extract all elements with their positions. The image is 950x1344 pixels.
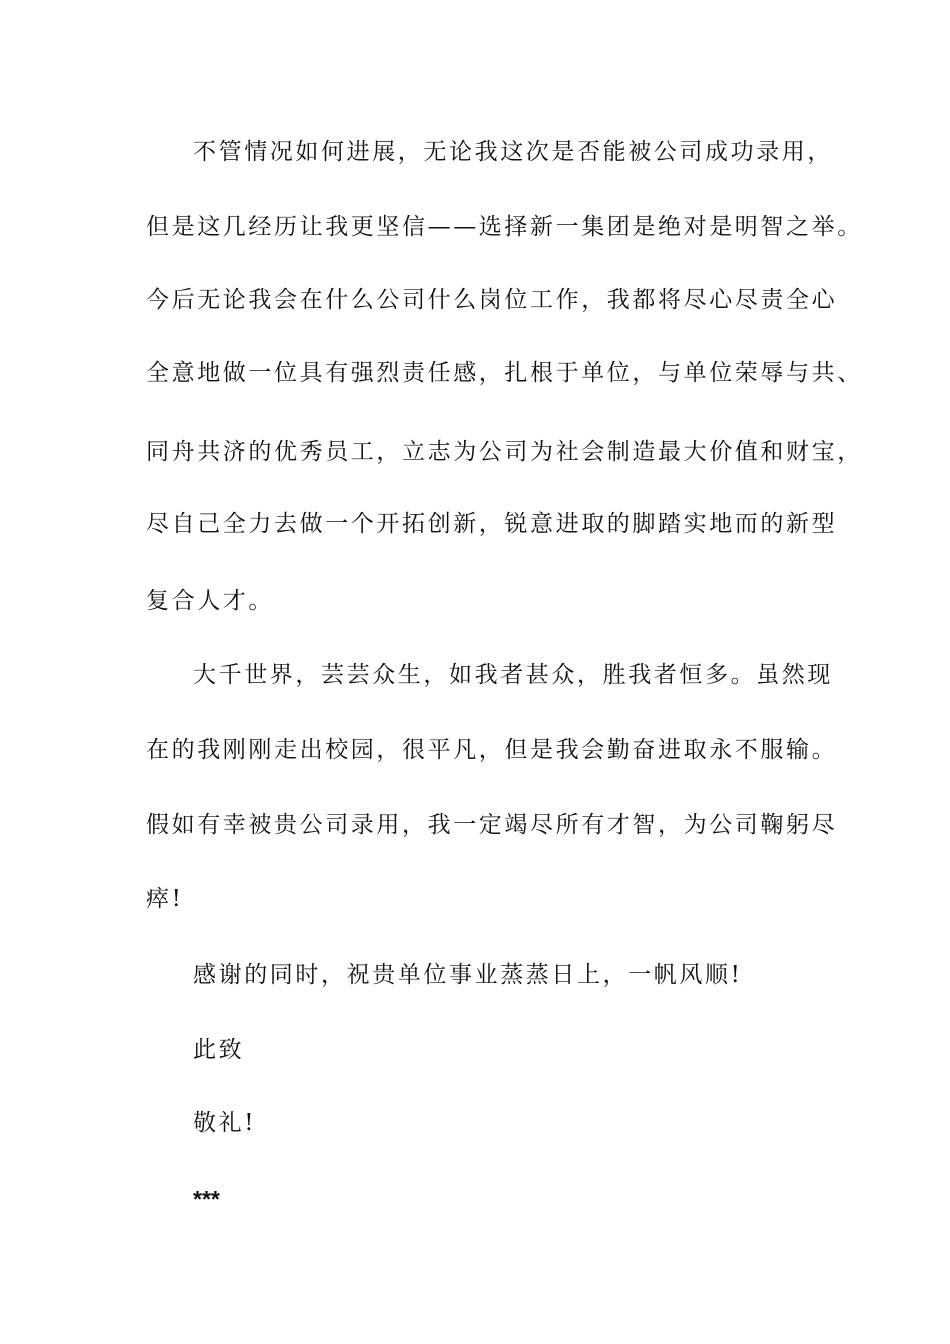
paragraph-2-line-2: 在的我刚刚走出校园，很平凡，但是我会勤奋进取永不服输。 — [146, 737, 838, 763]
paragraph-1-line-7: 复合人才。 — [146, 588, 274, 614]
paragraph-2-line-3: 假如有幸被贵公司录用，我一定竭尽所有才智，为公司鞠躬尽 — [146, 812, 838, 838]
closing-salutation: 此致 — [193, 1037, 245, 1063]
wishes-line: 感谢的同时，祝贵单位事业蒸蒸日上，一帆风顺! — [193, 962, 743, 988]
paragraph-1-line-5: 同舟共济的优秀员工，立志为公司为社会制造最大价值和财宝， — [146, 439, 863, 465]
paragraph-1-line-2: 但是这几经历让我更坚信——选择新一集团是绝对是明智之举。 — [146, 214, 863, 240]
signature: *** — [193, 1186, 220, 1212]
paragraph-2-line-1: 大千世界，芸芸众生，如我者甚众，胜我者恒多。虽然现 — [193, 662, 833, 688]
paragraph-1-line-1: 不管情况如何进展，无论我这次是否能被公司成功录用， — [193, 139, 833, 165]
closing-respect: 敬礼! — [193, 1110, 257, 1136]
paragraph-1-line-3: 今后无论我会在什么公司什么岗位工作，我都将尽心尽责全心 — [146, 287, 838, 313]
paragraph-1-line-6: 尽自己全力去做一个开拓创新，锐意进取的脚踏实地而的新型 — [146, 511, 838, 537]
paragraph-2-line-4: 瘁! — [146, 886, 184, 912]
paragraph-1-line-4: 全意地做一位具有强烈责任感，扎根于单位，与单位荣辱与共、 — [146, 360, 863, 386]
